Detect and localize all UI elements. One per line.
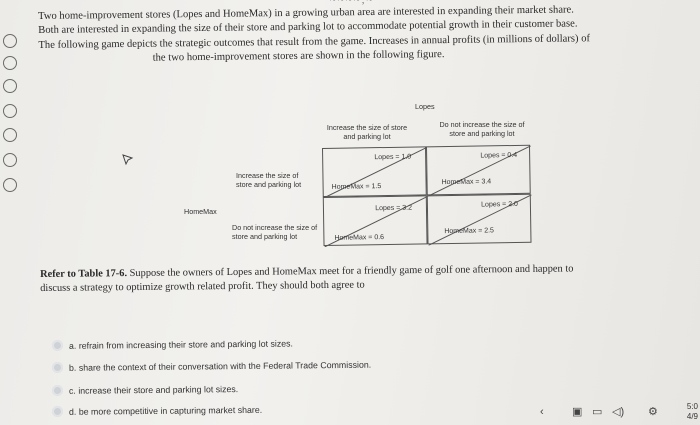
intro-line-4: the two home-improvement stores are shown in the following figure. <box>152 49 445 64</box>
option-c-radio[interactable] <box>52 385 63 396</box>
cell-1-homemax: HomeMax = 1.5 <box>331 183 382 191</box>
col-player-label: Lopes <box>415 102 435 111</box>
intro-line-3: The following game depicts the strategic outcomes that result from the game. Increases in annual profits (in millions of dollars) of <box>38 33 591 51</box>
battery-icon[interactable]: ▭ <box>592 406 603 418</box>
payoff-matrix <box>322 145 534 248</box>
question-line-1: Suppose the owners of Lopes and HomeMax meet for a friendly game of golf one afternoon and happen to <box>126 263 574 280</box>
option-b-radio[interactable] <box>52 362 63 373</box>
cell-3-lopes: Lopes = 3.2 <box>375 204 413 213</box>
option-c[interactable] <box>52 383 238 396</box>
option-b[interactable] <box>52 359 371 373</box>
volume-icon[interactable]: ◁) <box>612 406 625 418</box>
cell-not-not <box>427 194 532 245</box>
cell-2-homemax: HomeMax = 3.4 <box>441 178 492 187</box>
cropped-heading: ~~~~,~ <box>330 0 375 6</box>
image-icon[interactable]: ▣ <box>572 406 583 418</box>
row-player-label: HomeMax <box>184 207 217 216</box>
side-radio-4[interactable] <box>3 104 17 118</box>
option-b-label[interactable]: b. share the context of their conversation with the Federal Trade Commission. <box>68 359 372 373</box>
intro-line-2: Both are interested in expanding the size of their store and parking lot to accommodate potential growth in their customer base. <box>38 18 578 37</box>
cell-increase-increase <box>322 146 427 197</box>
network-icon[interactable]: ⚙ <box>648 406 658 418</box>
option-d[interactable] <box>52 404 262 417</box>
side-radio-7[interactable] <box>3 178 17 192</box>
col-strategy-not-increase: Do not increase the size of store and parking lot <box>439 120 525 138</box>
question-line-2: discuss a strategy to optimize growth related profit. They should both agree to <box>40 279 365 294</box>
option-d-radio[interactable] <box>52 406 63 417</box>
option-a[interactable] <box>52 337 293 351</box>
cell-2-lopes: Lopes = 0.4 <box>480 151 518 160</box>
option-c-label[interactable]: c. increase their store and parking lot sizes. <box>68 383 239 396</box>
option-a-label[interactable]: a. refrain from increasing their store and parking lot sizes. <box>68 337 293 351</box>
cell-4-homemax: HomeMax = 2.5 <box>444 227 494 236</box>
system-clock[interactable] <box>687 402 698 422</box>
side-radio-1[interactable] <box>3 34 17 48</box>
cell-increase-not <box>426 145 531 196</box>
cell-4-lopes: Lopes = 2.0 <box>481 200 518 209</box>
row-strategy-increase: Increase the size of store and parking lot <box>236 171 302 189</box>
table-reference: Refer to Table 17-6. <box>40 268 128 280</box>
question-text <box>40 261 680 296</box>
side-radio-6[interactable] <box>3 153 17 167</box>
cell-not-increase <box>323 195 428 246</box>
cell-3-homemax: HomeMax = 0.6 <box>334 234 385 242</box>
question-intro <box>38 2 669 67</box>
taskbar-tray <box>520 397 700 425</box>
side-radio-3[interactable] <box>3 79 17 93</box>
clock-date: 4/9 <box>686 412 698 421</box>
cell-1-lopes: Lopes = 1.0 <box>374 153 412 162</box>
intro-line-1: Two home-improvement stores (Lopes and HomeMax) in a growing urban area are interested in expanding their market share. <box>38 4 574 22</box>
side-radio-column <box>0 0 26 425</box>
mouse-cursor-icon <box>122 153 134 171</box>
side-radio-2[interactable] <box>3 56 17 70</box>
chevron-up-icon[interactable]: ‹ <box>540 406 544 418</box>
option-a-radio[interactable] <box>52 340 63 351</box>
option-d-label[interactable]: d. be more competitive in capturing market share. <box>68 404 263 417</box>
row-strategy-not-increase: Do not increase the size of store and parking lot <box>232 223 318 241</box>
side-radio-5[interactable] <box>3 128 17 142</box>
clock-time: 5:0 <box>686 402 698 411</box>
col-strategy-increase: Increase the size of store and parking lot <box>326 123 408 141</box>
